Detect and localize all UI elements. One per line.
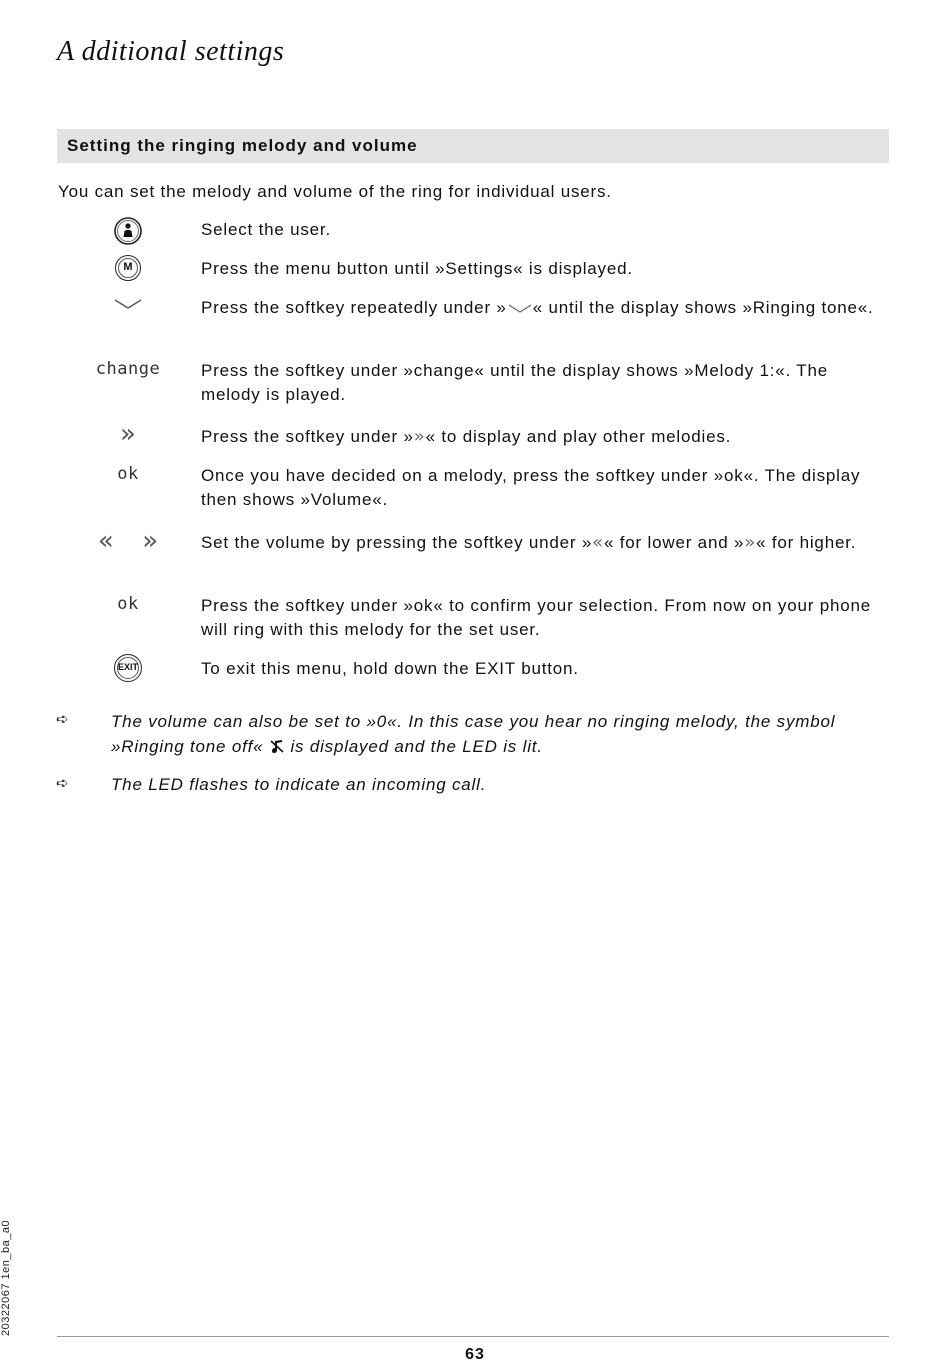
step-set-volume: [201, 531, 891, 555]
note-arrow-icon: ➪: [56, 710, 69, 728]
user-button-icon: [90, 216, 166, 251]
change-softkey-icon: change: [95, 359, 161, 379]
step-set-volume-text-c: « for higher.: [756, 533, 857, 552]
step-other-melodies-text-b: « to display and play other melodies.: [425, 427, 732, 446]
footer-rule: [57, 1336, 889, 1337]
menu-button-icon: [90, 255, 166, 286]
forward-chevron-icon: »: [120, 419, 136, 449]
menu-button-label: M: [123, 261, 133, 273]
document-code: 20322067 1en_ba_a0: [0, 1219, 12, 1336]
inline-higher-chevron-icon: »: [744, 532, 757, 553]
inline-forward-chevron-icon: »: [413, 426, 426, 447]
section-heading-bar: [57, 129, 889, 163]
ok-softkey-icon: ok: [117, 464, 139, 484]
step-other-melodies: [201, 425, 891, 449]
page-number: 63: [465, 1346, 485, 1363]
step-other-melodies-text-a: Press the softkey under »: [201, 427, 414, 446]
note-volume-zero-text-a: The volume can also be set to »0«. In this case you hear no ringing melody, the symbol »Ringing tone off«: [111, 712, 836, 756]
step-set-volume-text-b: « for lower and »: [604, 533, 745, 552]
page-title: A dditional settings: [57, 36, 285, 67]
step-ringing-tone-text-b: « until the display shows »Ringing tone«.: [532, 298, 874, 317]
note-volume-zero-text-b: is displayed and the LED is lit.: [284, 737, 543, 756]
step-set-volume-text-a: Set the volume by pressing the softkey under »: [201, 533, 593, 552]
step-ringing-tone: [201, 296, 891, 320]
volume-chevrons-icon: [90, 526, 166, 556]
intro-paragraph: You can set the melody and volume of the ring for individual users.: [58, 182, 612, 201]
note-led-flashes: The LED flashes to indicate an incoming call.: [111, 775, 487, 794]
section-heading: Setting the ringing melody and volume: [67, 136, 418, 155]
step-select-user: Select the user.: [201, 220, 331, 239]
step-choose-melody: Once you have decided on a melody, press the softkey under »ok«. The display then shows »Volume«.: [201, 466, 861, 509]
ringing-tone-off-icon: [269, 738, 285, 754]
inline-down-chevron-icon: [507, 302, 533, 316]
volume-higher-chevron: »: [142, 526, 159, 556]
inline-lower-chevron-icon: «: [592, 532, 604, 553]
ok-softkey-icon-2: ok: [117, 594, 139, 614]
step-confirm-selection: Press the softkey under »ok« to confirm your selection. From now on your phone will ring with this melody for the set user.: [201, 596, 871, 639]
step-change-melody: Press the softkey under »change« until the display shows »Melody 1:«. The melody is played.: [201, 361, 828, 404]
step-exit-menu: To exit this menu, hold down the EXIT button.: [201, 659, 579, 678]
exit-button-label: EXIT: [117, 662, 138, 672]
step-ringing-tone-text-a: Press the softkey repeatedly under »: [201, 298, 507, 317]
note-arrow-icon-2: ➪: [56, 774, 69, 792]
note-volume-zero: [111, 709, 891, 759]
down-chevron-icon: [90, 296, 166, 317]
step-press-menu: Press the menu button until »Settings« is displayed.: [201, 259, 633, 278]
volume-lower-chevron: «: [97, 526, 114, 556]
exit-button-icon: [90, 654, 166, 687]
